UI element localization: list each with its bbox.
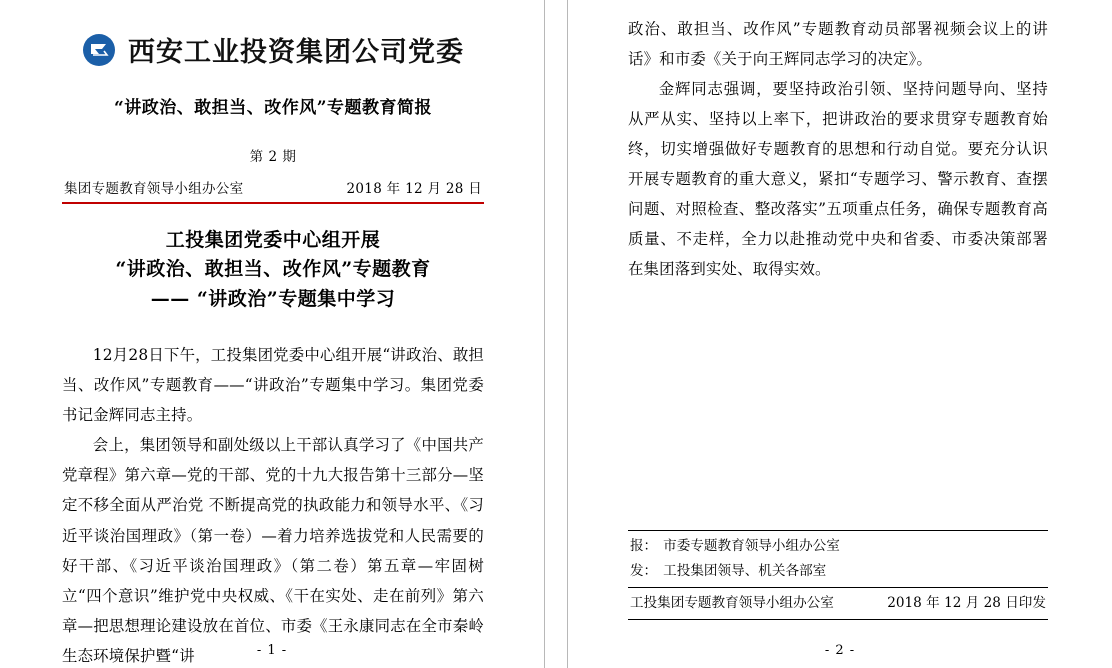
send-value: 工投集团领导、机关各部室 xyxy=(663,562,827,579)
masthead-meta xyxy=(62,177,484,200)
send-label: 发： xyxy=(629,562,658,579)
masthead xyxy=(62,30,484,69)
paragraph: 会上，集团领导和副处级以上干部认真学习了《中国共产党章程》第六章—党的干部、党的十九大报告第十三部分—坚定不移全面从严治党 不断提高党的执政能力和领导水平、《习近平谈治国理政》（第一卷）—着力培养选拔党和人民需要的好干部、《习近平谈治国理政》（第二卷）第五章—牢固树立“四个意识”维护党中央权威、《干在实处、走在前列》第六章—把思想理论建设放在首位、市委《王永康同志在全市秦岭生态环境保护暨“讲 xyxy=(62,436,485,665)
paragraph: 政治、敢担当、改作风”专题教育动员部署视频会议上的讲话》和市委《关于向王辉同志学习的决定》。 xyxy=(627,20,1048,69)
red-divider xyxy=(62,202,484,204)
article-body-page-2 xyxy=(628,14,1048,284)
issuer-name: 工投集团专题教育领导小组办公室 xyxy=(629,594,834,611)
headline-line-1: 工投集团党委中心组开展 xyxy=(165,229,381,251)
document-page-2 xyxy=(568,0,1112,668)
paragraph: 12月28日下午，工投集团党委中心组开展“讲政治、敢担当、改作风”专题教育——“讲政治”专题集中学习。集团党委书记金辉同志主持。 xyxy=(62,346,485,425)
article-headline xyxy=(62,226,484,314)
issuing-department: 集团专题教育领导小组办公室 xyxy=(64,181,244,197)
distribution-issuer-row xyxy=(628,591,1048,619)
divider xyxy=(628,587,1048,588)
bulletin-subtitle: “讲政治、敢担当、改作风”专题教育简报 xyxy=(113,98,433,118)
report-label: 报： xyxy=(629,537,658,554)
divider xyxy=(628,619,1048,620)
paragraph: 金辉同志强调，要坚持政治引领、坚持问题导向、坚持从严从实、坚持以上率下，把讲政治的要求贯穿专题教育始终，切实增强做好专题教育的思想和行动自觉。要充分认识开展专题教育的重大意义，紧扣“专题学习、警示教育、查摆问题、对照检查、整改落实”五项重点任务，确保专题教育高质量、不走样，全力以赴推动党中央和省委、市委决策部署在集团落到实处、取得实效。 xyxy=(627,80,1048,279)
issuer-date: 2018 年 12 月 28 日印发 xyxy=(887,594,1046,611)
distribution-report-row xyxy=(628,534,1048,559)
distribution-block xyxy=(628,530,1048,620)
headline-line-2: “讲政治、敢担当、改作风”专题教育 xyxy=(115,258,431,281)
company-emblem-icon xyxy=(82,33,116,67)
issue-date: 2018 年 12 月 28 日 xyxy=(346,181,483,197)
distribution-send-row xyxy=(628,559,1048,584)
report-value: 市委专题教育领导小组办公室 xyxy=(663,537,840,554)
page-number-right: - 2 - xyxy=(824,643,856,658)
document-page-1 xyxy=(0,0,544,668)
headline-line-3: —— “讲政治”专题集中学习 xyxy=(150,287,396,310)
page-title: 西安工业投资集团公司党委 xyxy=(128,37,464,68)
divider xyxy=(628,530,1048,531)
issue-number: 第 2 期 xyxy=(249,149,297,165)
article-body-page-1 xyxy=(62,340,484,668)
page-gutter xyxy=(544,0,568,668)
page-number-left: - 1 - xyxy=(256,643,288,658)
